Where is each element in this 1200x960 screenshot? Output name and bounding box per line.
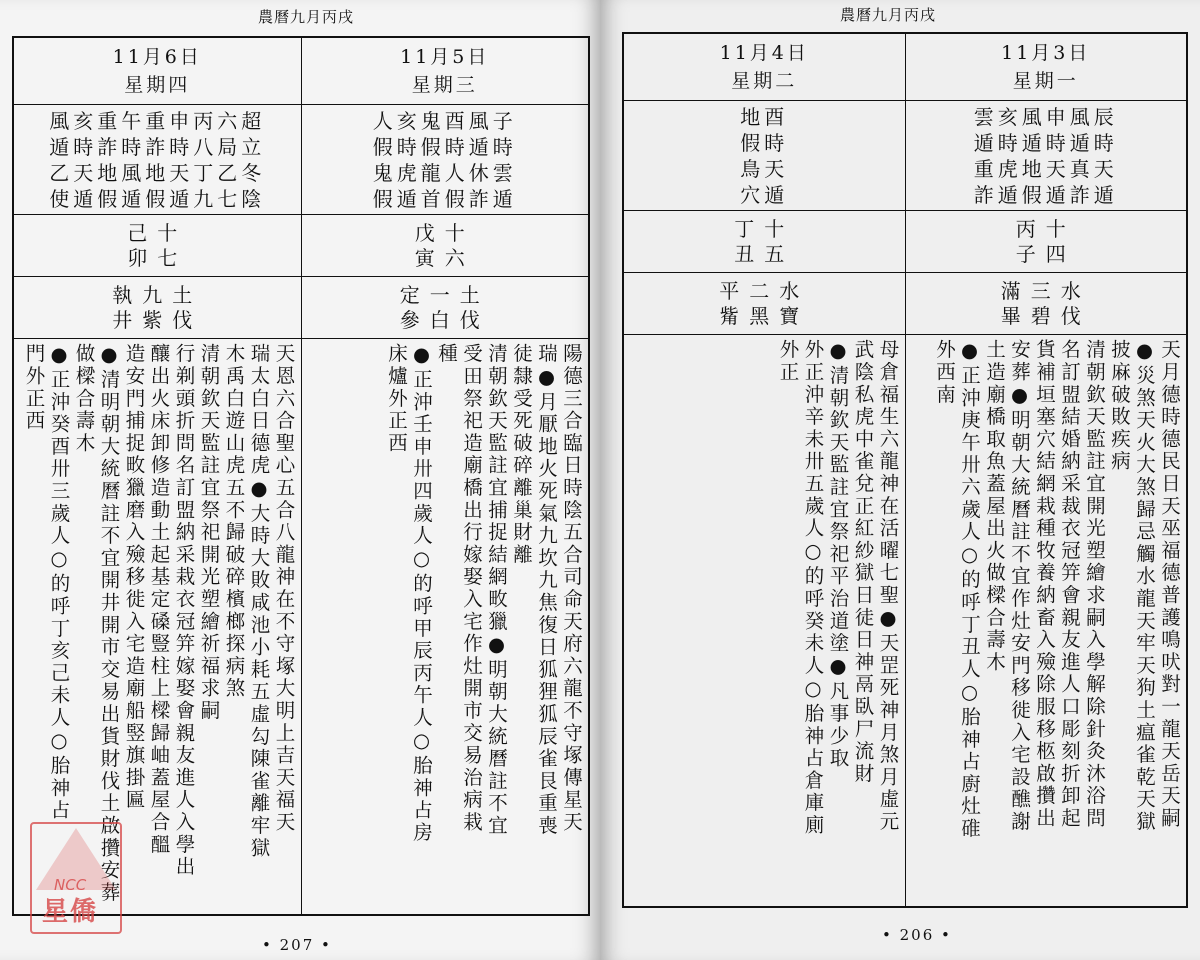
star-line: 平二水 xyxy=(719,278,810,303)
date-text: 11月3日 xyxy=(1001,42,1091,64)
vertical-text-column: ●正沖壬申卅四歲人○的呼甲辰丙午人○胎神占房 xyxy=(410,343,433,845)
vertical-text-column: 門外正西 xyxy=(22,343,46,433)
left-page-header: 農曆九月丙戌 xyxy=(258,8,355,26)
ganzhi-cell xyxy=(906,211,1187,273)
auspice-cell xyxy=(302,105,589,215)
weekday-text: 星期一 xyxy=(1012,70,1079,92)
vertical-text-column: 外正 xyxy=(776,339,800,384)
star-line: 滿三水 xyxy=(1000,278,1091,303)
ganzhi-line: 丑五 xyxy=(734,241,795,266)
auspice-line: 假遁首假詐遁 xyxy=(372,186,517,211)
auspice-line: 假時 xyxy=(740,130,789,155)
vertical-text-column: 土造廟橋取魚蓋屋出火做樑合壽木 xyxy=(983,339,1006,674)
star-line: 觜黑寶 xyxy=(719,303,810,328)
vertical-text-column: 外正沖辛未卅五歲人○的呼癸未人○胎神占倉庫廁 xyxy=(801,339,825,837)
ganzhi-cell xyxy=(302,215,589,277)
vertical-text-column: 受田祭祀造廟橋出行嫁娶入宅作灶開市交易治病栽 xyxy=(460,343,483,834)
vertical-text-column: 披麻破敗疾病 xyxy=(1108,339,1131,473)
ganzhi-line: 丁十 xyxy=(734,216,795,241)
date-cell xyxy=(906,34,1187,101)
star-line: 井紫伐 xyxy=(112,307,203,332)
date-cell xyxy=(624,34,905,101)
vertical-text-column: 床爐外正西 xyxy=(385,343,408,455)
vertical-text-column: 做樑合壽木 xyxy=(72,343,96,455)
vertical-text-column: ●災煞天火大煞歸忌觸水龍天牢天狗土瘟雀乾天獄 xyxy=(1133,339,1156,834)
ganzhi-cell xyxy=(624,211,905,273)
date-text: 11月5日 xyxy=(400,46,490,68)
star-cell xyxy=(624,273,905,335)
auspice-line: 穴遁 xyxy=(740,182,789,207)
vertical-text-column: ●清朝欽天監註宜祭祀平治道塗●凡事少取 xyxy=(826,339,850,770)
day-column xyxy=(301,38,589,914)
auspice-line: 假時假時遁時 xyxy=(372,134,517,159)
date-cell xyxy=(302,38,589,105)
star-line: 定一土 xyxy=(399,282,490,307)
auspice-cell xyxy=(14,105,301,215)
right-almanac-frame xyxy=(622,32,1188,908)
vertical-text-column: ●正沖癸酉卅三歲人○的呼丁亥己未人○胎神占 xyxy=(47,343,71,822)
vertical-text-column: 造安門捕捉畋獵磨入殮移徙入宅造廟船竪旗掛匾 xyxy=(122,343,146,812)
star-line: 參白伐 xyxy=(399,307,490,332)
vertical-text-column: 瑞太白日德虎●大時大敗咸池小耗五虛勾陳雀離牢獄 xyxy=(247,343,271,860)
vertical-text-column: 陽德三合臨日時陰五合司命天府六龍不守塚傳星天 xyxy=(560,343,583,834)
star-line: 畢碧伐 xyxy=(1000,303,1091,328)
vertical-text-column: 安葬●明朝大統曆註不宜作灶安門移徙入宅設醮謝 xyxy=(1008,339,1031,834)
ncc-watermark-stamp xyxy=(30,822,122,934)
auspice-cell xyxy=(906,101,1187,211)
vertical-text-column: 清朝欽天監註宜開光塑繪求嗣入學解除針灸沐浴問 xyxy=(1083,339,1106,830)
vertical-text-column: 徒隸受死破碎離巢財離 xyxy=(510,343,533,566)
vertical-text-column: ●清明朝大統曆註不宜開井開市交易出貨財伐土啟攢安葬 xyxy=(97,343,121,904)
almanac-body-text xyxy=(906,335,1187,906)
auspice-line: 乙天地風地天丁乙冬 xyxy=(49,160,266,185)
left-almanac-frame xyxy=(12,36,590,916)
date-text: 11月4日 xyxy=(719,42,809,64)
vertical-text-column: 母倉福生六龍神在活曜七聖●天罡死神月煞月虛元 xyxy=(876,339,900,834)
auspice-line: 鳥天 xyxy=(740,156,789,181)
vertical-text-column: 清朝欽天監註宜捕捉結網畋獵●明朝大統曆註不宜 xyxy=(485,343,508,838)
vertical-text-column: 名訂盟結婚納采裁衣冠笄會親友進人口彫刻折卸起 xyxy=(1058,339,1081,830)
vertical-text-column: 天恩六合聖心五合八龍神在不守塚大明上吉天福天 xyxy=(272,343,296,834)
vertical-text-column: 天月德時德民日天巫福德普護鳴吠對一龍天岳天嗣 xyxy=(1158,339,1181,830)
left-day-columns xyxy=(14,38,588,914)
vertical-text-column: 釀出火床卸修造動土起基定磉豎柱上樑歸岫蓋屋合醞 xyxy=(147,343,171,856)
auspice-line: 遁時遁時遁時 xyxy=(973,130,1118,155)
vertical-text-column: 行剃頭折問名訂盟納采栽衣冠笄嫁娶會親友進人入學出 xyxy=(172,343,196,879)
auspice-cell xyxy=(624,101,905,211)
ganzhi-line: 戊十 xyxy=(414,220,475,245)
auspice-line: 人亥鬼酉風子 xyxy=(372,108,517,133)
star-cell xyxy=(14,277,301,339)
day-column xyxy=(14,38,301,914)
star-cell xyxy=(302,277,589,339)
star-line: 執九土 xyxy=(112,282,203,307)
right-page-number: • 206 • xyxy=(882,926,952,944)
auspice-line: 重虎地天真天 xyxy=(973,156,1118,181)
vertical-text-column: 武陰私虎中雀兌正紅紗獄日徒日神鬲臥尸流財 xyxy=(851,339,875,785)
left-page-number: • 207 • xyxy=(262,936,332,954)
auspice-line: 遁時詐時詐時八局立 xyxy=(49,134,266,159)
weekday-text: 星期三 xyxy=(411,74,478,96)
day-column xyxy=(905,34,1187,906)
auspice-line: 地酉 xyxy=(740,104,789,129)
auspice-line: 使遁假遁假遁九七陰 xyxy=(49,186,266,211)
auspice-line: 鬼虎龍人休雲 xyxy=(372,160,517,185)
auspice-line: 雲亥風申風辰 xyxy=(973,104,1118,129)
ganzhi-line: 己十 xyxy=(127,220,188,245)
weekday-text: 星期二 xyxy=(731,70,798,92)
right-page xyxy=(600,0,1200,960)
ganzhi-line: 丙十 xyxy=(1015,216,1076,241)
star-cell xyxy=(906,273,1187,335)
vertical-text-column: 木禹白遊山虎五不歸破碎檳榔探病煞 xyxy=(222,343,246,700)
day-column xyxy=(624,34,905,906)
almanac-body-text xyxy=(302,339,589,914)
stamp-brand-text: 星僑 xyxy=(42,897,99,927)
ganzhi-line: 子四 xyxy=(1015,241,1076,266)
weekday-text: 星期四 xyxy=(124,74,191,96)
right-page-header: 農曆九月丙戌 xyxy=(840,6,937,24)
stamp-mark-text: NCC xyxy=(54,876,87,894)
vertical-text-column: 貨補垣塞穴結網栽種牧養納畜入殮除服移柩啟攢出 xyxy=(1033,339,1056,830)
auspice-line: 風亥重午重申丙六超 xyxy=(49,108,266,133)
vertical-text-column: 外西南 xyxy=(933,339,956,406)
right-day-columns xyxy=(624,34,1186,906)
vertical-text-column: 清朝欽天監註宜祭祀開光塑繪祈福求嗣 xyxy=(197,343,221,723)
vertical-text-column: ●正沖庚午卅六歲人○的呼丁丑人○胎神占廚灶碓 xyxy=(958,339,981,841)
ganzhi-line: 寅六 xyxy=(414,245,475,270)
almanac-body-text xyxy=(624,335,905,906)
vertical-text-column: 瑞●月厭地火死氣九坎九焦復日狐狸狐辰雀艮重喪 xyxy=(535,343,558,838)
auspice-line: 詐遁假遁詐遁 xyxy=(973,182,1118,207)
ganzhi-cell xyxy=(14,215,301,277)
vertical-text-column: 種 xyxy=(435,343,458,366)
date-text: 11月6日 xyxy=(112,46,202,68)
date-cell xyxy=(14,38,301,105)
ganzhi-line: 卯七 xyxy=(127,245,188,270)
